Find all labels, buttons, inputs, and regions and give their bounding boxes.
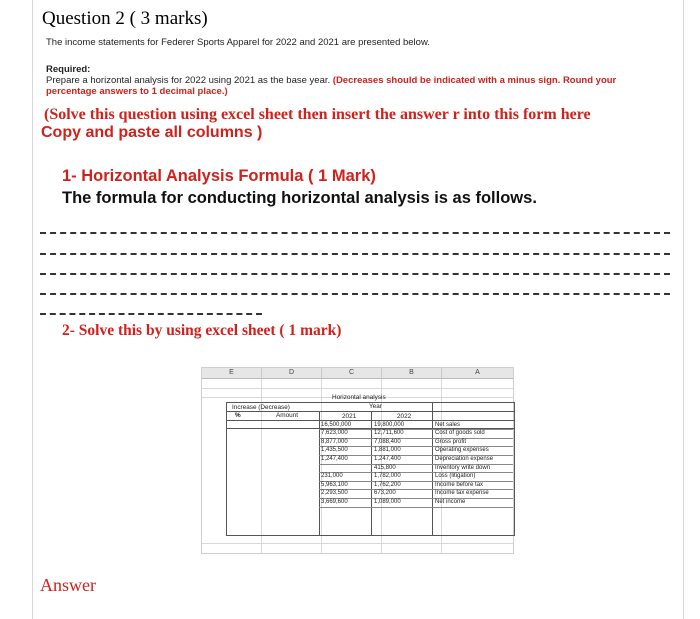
column-header: C [322, 368, 382, 379]
row-value-y2022: 415,800 [374, 464, 396, 471]
row-rule [319, 507, 513, 508]
row-value-y2022: 1,089,000 [374, 498, 401, 505]
row-value-y2021: 1,247,400 [321, 455, 348, 462]
table-rule [226, 420, 514, 421]
row-label: Net income [435, 498, 466, 505]
percentage-note: percentage answers to 1 decimal place.) [46, 86, 228, 97]
row-value-y2021: 5,963,100 [321, 481, 348, 488]
row-label: Income tax expense [435, 490, 489, 497]
row-value-y2022: 12,711,600 [374, 430, 404, 437]
solve-instruction-line2: Copy and paste all columns ) [41, 124, 263, 141]
part1-text: The formula for conducting horizontal analysis is as follows. [62, 189, 537, 207]
grid-line [202, 543, 513, 544]
excel-title: Horizontal analysis [332, 394, 386, 401]
row-value-y2021: 3,669,600 [321, 498, 348, 505]
column-header: B [382, 368, 442, 379]
row-value-y2022: 673,200 [374, 490, 396, 497]
question-intro: The income statements for Federer Sports Apparel for 2022 and 2021 are presented below. [46, 37, 430, 48]
solve-instruction-line1: (Solve this question using excel sheet then insert the answer r into this form here [44, 106, 591, 123]
row-value-y2022: 1,782,000 [374, 473, 401, 480]
part2-heading: 2- Solve this by using excel sheet ( 1 mark) [62, 322, 342, 339]
row-label: Net sales [435, 421, 461, 428]
prepare-red-note: (Decreases should be indicated with a minus sign. Round your [332, 75, 617, 86]
row-value-y2022: 1,762,200 [374, 481, 401, 488]
answer-line[interactable] [40, 273, 670, 275]
answer-line[interactable] [40, 293, 670, 295]
column-header: E [202, 368, 262, 379]
table-rule [432, 402, 433, 535]
row-label: Inventory write down [435, 464, 491, 471]
answer-label: Answer [40, 575, 96, 595]
column-header: D [262, 368, 322, 379]
row-rule [319, 472, 513, 473]
row-value-y2021: 7,623,000 [321, 430, 348, 437]
row-value-y2021: 8,877,000 [321, 438, 348, 445]
amount-label: Amount [276, 412, 299, 419]
row-value-y2022: 7,088,400 [374, 438, 401, 445]
question-title: Question 2 ( 3 marks) [42, 8, 208, 29]
row-label: Gross profit [435, 438, 467, 445]
row-value-y2021: 2,293,500 [321, 490, 348, 497]
part1-heading: 1- Horizontal Analysis Formula ( 1 Mark) [62, 167, 376, 185]
answer-line[interactable] [40, 253, 670, 255]
row-label: Cost of goods sold [435, 430, 485, 437]
required-label: Required: [46, 64, 91, 75]
grid-line [202, 388, 513, 389]
excel-sheet-image [201, 367, 514, 554]
row-value-y2021: 1,435,500 [321, 447, 348, 454]
row-value-y2022: 1,247,400 [374, 455, 401, 462]
row-label: Depreciation expense [435, 455, 494, 462]
row-rule [319, 481, 513, 482]
row-rule [319, 498, 513, 499]
row-label: Loss (litigation) [435, 473, 476, 480]
row-value-y2021: 231,000 [321, 473, 343, 480]
prepare-text: Prepare a horizontal analysis for 2022 using 2021 as the base year. [46, 75, 331, 86]
row-label: Operating expenses [435, 447, 489, 454]
row-rule [319, 438, 513, 439]
answer-line-short[interactable] [40, 313, 262, 315]
row-value-y2022: 1,881,000 [374, 447, 401, 454]
row-label: Income before tax [435, 481, 484, 488]
year-label: Year [369, 403, 382, 410]
row-value-y2022: 19,800,000 [374, 421, 405, 428]
column-header: A [442, 368, 513, 379]
percent-label: % [235, 412, 241, 419]
answer-line[interactable] [40, 232, 670, 234]
year-2021-label: 2021 [342, 413, 357, 420]
increase-decrease-label: Increase (Decrease) [232, 404, 290, 411]
row-value-y2021: 16,500,000 [321, 421, 352, 428]
prepare-instruction [46, 75, 616, 86]
year-2022-label: 2022 [397, 413, 412, 420]
